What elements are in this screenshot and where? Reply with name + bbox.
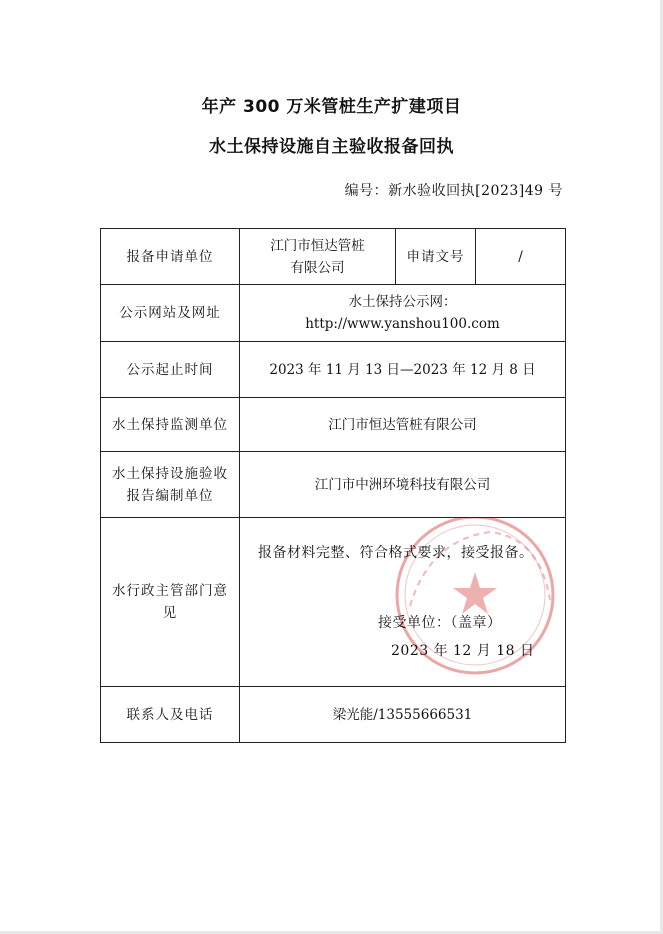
opinion-label-line2: 见	[162, 605, 178, 621]
opinion-label-line1: 水行政主管部门意	[112, 583, 228, 599]
report-label-line2: 报告编制单位	[126, 487, 214, 504]
period-value: 2023 年 11 月 13 日—2023 年 12 月 8 日	[240, 342, 566, 398]
receipt-form-table	[100, 228, 566, 743]
report-label	[101, 452, 240, 518]
opinion-label	[101, 518, 240, 687]
page-title-line1: 年产 300 万米管桩生产扩建项目	[201, 97, 462, 117]
opinion-receiving-unit: 接受单位：（盖章）	[378, 615, 502, 631]
contact-label: 联系人及电话	[101, 687, 240, 743]
row-website	[101, 285, 566, 342]
document-number: 编号：新水验收回执[2023]49 号	[344, 183, 563, 199]
page-title-line2: 水土保持设施自主验收报备回执	[209, 137, 454, 157]
website-value-line1: 水土保持公示网：	[348, 294, 457, 310]
report-value: 江门市中洲环境科技有限公司	[240, 452, 566, 518]
opinion-cell	[240, 518, 566, 687]
monitor-label: 水土保持监测单位	[101, 398, 240, 452]
report-label-line1: 水土保持设施验收	[112, 465, 228, 482]
applicant-value-line2: 有限公司	[290, 259, 345, 276]
website-value	[240, 285, 566, 342]
website-label: 公示网站及网址	[101, 285, 240, 342]
row-period	[101, 342, 566, 398]
opinion-text: 报备材料完整、符合格式要求，接受报备。	[258, 545, 534, 561]
row-monitor	[101, 398, 566, 452]
doc-no-label: 申请文号	[396, 229, 476, 285]
applicant-value-line1: 江门市恒达管桩	[270, 237, 365, 254]
website-url: http://www.yanshou100.com	[305, 316, 500, 332]
doc-no-value: /	[476, 229, 566, 285]
applicant-value	[240, 229, 396, 285]
opinion-date: 2023 年 12 月 18 日	[391, 643, 535, 659]
applicant-label: 报备申请单位	[101, 229, 240, 285]
row-opinion	[101, 518, 566, 687]
row-report	[101, 452, 566, 518]
monitor-value: 江门市恒达管桩有限公司	[240, 398, 566, 452]
contact-value: 梁光能/13555666531	[240, 687, 566, 743]
period-label: 公示起止时间	[101, 342, 240, 398]
row-contact	[101, 687, 566, 743]
row-applicant	[101, 229, 566, 285]
